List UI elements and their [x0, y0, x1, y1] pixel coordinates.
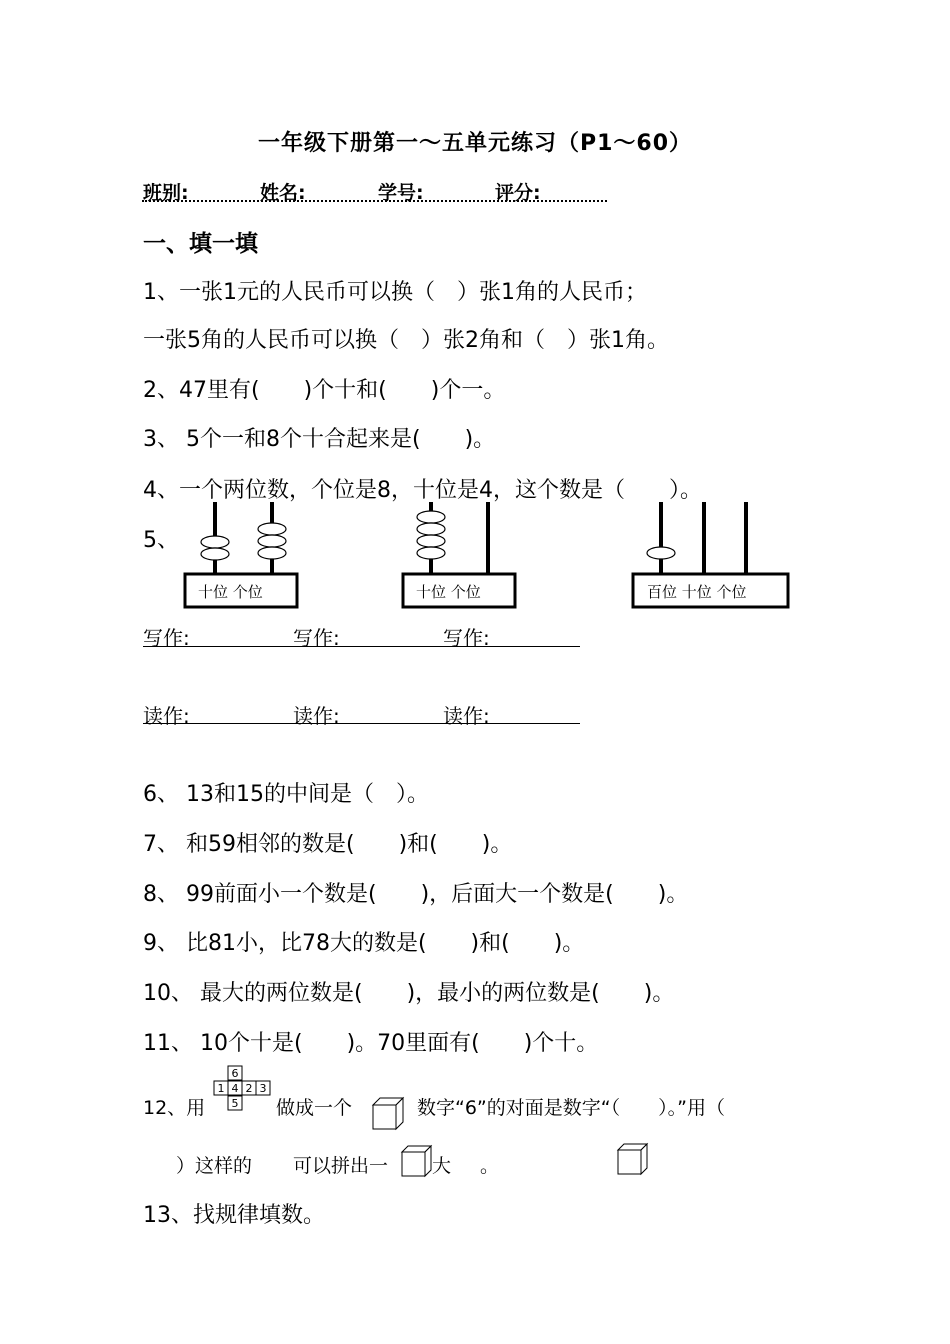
cube-icon — [371, 1096, 405, 1132]
abacus-2 — [398, 500, 523, 612]
write-label-3: 写作: — [443, 626, 490, 650]
question-12-line2d: 。 — [480, 1155, 500, 1177]
score-label: 评分: — [495, 182, 541, 204]
read-answer-line[interactable] — [143, 723, 580, 724]
read-label-3: 读作: — [443, 704, 490, 728]
cube-icon — [616, 1142, 650, 1176]
question-5-number: 5、 — [143, 528, 179, 553]
abacus-1 — [180, 500, 305, 612]
net-digit: 3 — [259, 1082, 267, 1095]
question-12-line2b: 可以拼出一 — [293, 1155, 389, 1177]
question-6: 6、 13和15的中间是（ ）。 — [143, 782, 429, 807]
read-label-2: 读作: — [293, 704, 340, 728]
write-label-1: 写作: — [143, 626, 190, 650]
student-id-label: 学号: — [378, 182, 424, 204]
question-1-line-1: 1、一张1元的人民币可以换（ ）张1角的人民币； — [143, 280, 647, 305]
net-digit: 1 — [217, 1082, 225, 1095]
question-10: 10、 最大的两位数是( )，最小的两位数是( )。 — [143, 981, 675, 1006]
name-label: 姓名: — [260, 182, 306, 204]
question-11: 11、 10个十是( )。70里面有( )个十。 — [143, 1031, 599, 1056]
question-9: 9、 比81小，比78大的数是( )和( )。 — [143, 931, 585, 956]
net-digit: 2 — [245, 1082, 253, 1095]
abacus-1-label: 十位 个位 — [198, 583, 263, 601]
read-label-1: 读作: — [143, 704, 190, 728]
class-label: 班别: — [143, 182, 189, 204]
net-digit: 6 — [231, 1067, 239, 1080]
question-4: 4、一个两位数，个位是8，十位是4，这个数是（ ）。 — [143, 478, 702, 503]
write-label-2: 写作: — [293, 626, 340, 650]
net-digit: 5 — [231, 1097, 239, 1110]
question-13: 13、找规律填数。 — [143, 1203, 325, 1228]
question-8: 8、 99前面小一个数是( )，后面大一个数是( )。 — [143, 882, 689, 907]
abacus-3-label: 百位 十位 个位 — [647, 583, 747, 601]
question-2: 2、47里有( )个十和( )个一。 — [143, 378, 506, 403]
cube-icon — [400, 1144, 434, 1178]
page-title: 一年级下册第一～五单元练习（P1～60） — [257, 131, 693, 156]
abacus-3 — [628, 500, 793, 612]
question-12-line2a: ）这样的 — [176, 1155, 253, 1177]
question-12-rest: 数字“6”的对面是数字“（ ）。”用（ — [417, 1097, 725, 1119]
cube-net-figure — [212, 1065, 276, 1113]
question-12-line2c: 大 — [432, 1155, 452, 1177]
abacus-2-label: 十位 个位 — [416, 583, 481, 601]
write-answer-line[interactable] — [143, 646, 580, 647]
section-heading: 一、填一填 — [143, 231, 258, 257]
question-7: 7、 和59相邻的数是( )和( )。 — [143, 832, 513, 857]
question-12-mid: 做成一个 — [276, 1097, 353, 1119]
question-3: 3、 5个一和8个十合起来是( )。 — [143, 427, 496, 452]
question-1-line-2: 一张5角的人民币可以换（ ）张2角和（ ）张1角。 — [143, 328, 669, 353]
net-digit: 4 — [231, 1082, 239, 1095]
question-12-prefix: 12、用 — [143, 1097, 206, 1119]
info-dotted-line — [142, 200, 607, 202]
